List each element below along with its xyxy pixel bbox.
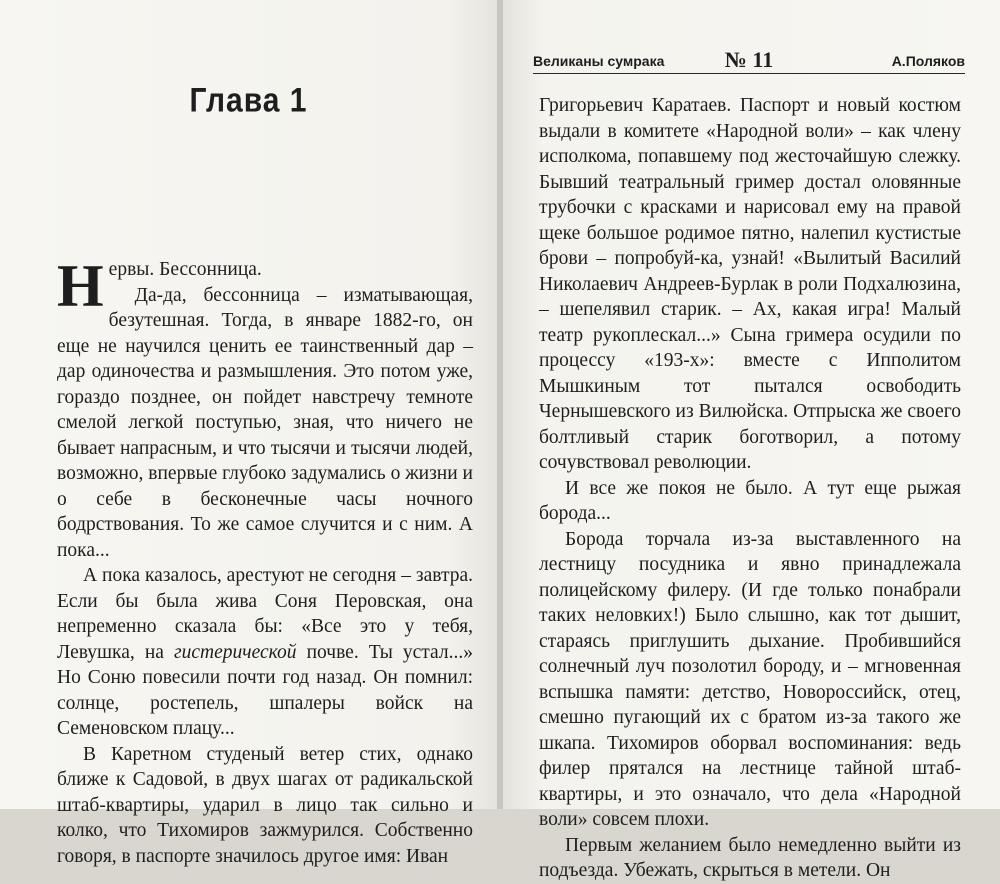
issue-number: № 11 (724, 47, 774, 72)
text-run: Да-да, бессонница – изматывающая, безутешная. Тогда, в январе 1882-го, он еще не научился ценить ее таинственный дар – дар одиночества и размышления. Это потом уже, гораздо позднее, он пойдет навстречу темноте смелой легкой поступью, зная, что ничего не бывает напрасным, и что тысячи и тысячи людей, возможно, впервые глубоко задумались о жизни и о себе в бесконечные часы ночного бодрствования. То же самое случится и с ним. А пока... (57, 284, 473, 561)
running-head-author: А.Поляков (891, 53, 965, 69)
left-body-text (57, 253, 473, 869)
right-page (503, 0, 1000, 881)
paragraph: Григорьевич Каратаев. Паспорт и новый костюм выдали в комитете «Народной воли» – как члену исполкома, попавшему под жесточайшую слежку. Бывший театральный гример достал оловянные трубочки с красками и нарисовал ему на правой щеке большое родимое пятно, налепил кустистые брови – попробуй-ка, узнай! «Вылитый Василий Николаевич Андреев-Бурлак в роли Подхалюзина, – шепелявил старик. – Ах, какая игра! Малый театр рукоплескал...» Сына гримера осудили по процессу «193-х»: вместе с Ипполитом Мышкиным тот пытался освободить Чернышевского из Вилюйска. Отпрыска же своего болтливый старик боготворил, а потому сочувствовал революции. (539, 95, 961, 473)
italic-text: гистерической (174, 641, 297, 663)
text-run: В Каретном студеный ветер стих, однако ближе к Садовой, в двух шагах от радикальской штаб-квартиры, ударил в лицо так сильно и колко, что Тихомиров зажмурился. Собственно говоря, в паспорте значилось другое имя: Иван (57, 743, 473, 867)
paragraph: И все же покоя не было. А тут еще рыжая борода... (539, 477, 961, 524)
first-paragraph (57, 253, 473, 319)
chapter-title: Глава 1 (189, 81, 308, 120)
paragraph (57, 283, 473, 564)
paragraph (57, 563, 473, 742)
bleed-through-text (60, 52, 470, 220)
left-page (0, 0, 497, 867)
drop-cap: Н (57, 253, 104, 319)
paragraph: Первым желанием было немедленно выйти из подъезда. Убежать, скрыться в метели. Он (539, 834, 961, 881)
running-head-title: Великаны сумрака (533, 53, 665, 69)
running-head (533, 45, 965, 74)
paragraph (57, 742, 473, 870)
paragraph: Борода торчала из-за выставленного на лестницу посудника и явно принадлежала полицейскому филеру. (И где только понабрали таких неловких!) Было слышно, как тот дышит, стараясь приглушить дыхание. Пробившийся солнечный луч позолотил бороду, и – мгновенная вспышка памяти: детство, Новороссийск, отец, смешно пугающий их с братом из-за такого же шкапа. Тихомиров оборвал воспоминания: ведь филер прятался на лестнице тайной штаб-квартиры, и это означало, что дела «Народной воли» совсем плохи. (539, 528, 961, 830)
right-body-text (539, 93, 961, 884)
text-run: А пока казалось, арестуют не сегодня – завтра. Если бы была жива Соня Перовская, она непременно сказала бы: «Все это у тебя, Левушка, на (57, 565, 473, 663)
text-run: почве. Ты устал...» Но Соню повесили почти год назад. Он помнил: солнце, ростепель, шпалеры войск на Семеновском плацу... (57, 641, 473, 739)
first-line-text: ервы. Бессонница. (108, 259, 262, 280)
